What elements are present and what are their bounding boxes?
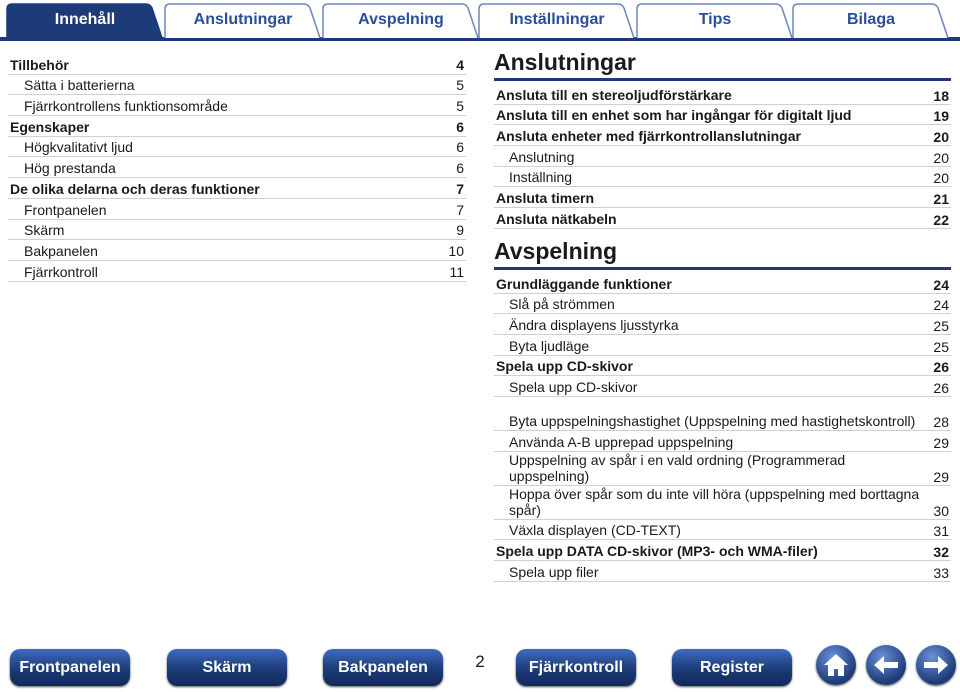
toc-entry-title: Egenskaper xyxy=(10,118,90,135)
toc-entry-title: Fjärrkontrollens funktionsområde xyxy=(24,98,228,115)
tab-label: Avspelning xyxy=(358,11,444,28)
toc-entry[interactable] xyxy=(494,540,951,561)
toc-entry-title: Spela upp DATA CD-skivor (MP3- och WMA-filer) xyxy=(496,543,818,559)
toc-right-column xyxy=(494,48,951,582)
tab-bar xyxy=(0,0,960,42)
toc-entry[interactable] xyxy=(8,178,466,199)
toc-entry[interactable] xyxy=(494,294,951,315)
tab-label: Anslutningar xyxy=(193,11,293,28)
toc-entry[interactable] xyxy=(8,220,466,241)
toc-entry-page: 7 xyxy=(456,201,464,218)
toc-entry[interactable] xyxy=(494,208,951,229)
toc-entry-page: 29 xyxy=(933,434,949,451)
tab-4[interactable] xyxy=(636,3,794,37)
toc-entry-page: 11 xyxy=(449,263,464,280)
tab-label: Bilaga xyxy=(846,11,895,28)
toc-entry-page: 29 xyxy=(933,468,949,485)
toc-entry[interactable] xyxy=(494,314,951,335)
home-icon[interactable] xyxy=(816,645,856,685)
toc-entry-title: Ansluta enheter med fjärrkontrollanslutningar xyxy=(496,128,801,145)
toc-entry-page: 20 xyxy=(933,170,949,187)
toc-entry-page: 19 xyxy=(933,108,949,125)
toc-entry[interactable] xyxy=(494,376,951,397)
toc-entry[interactable] xyxy=(494,187,951,208)
toc-entry-page: 5 xyxy=(456,98,464,115)
back-arrow-icon[interactable] xyxy=(866,645,906,685)
toc-entry-title: Växla displayen (CD-TEXT) xyxy=(509,522,681,539)
toc-entry-page: 32 xyxy=(933,544,949,560)
toc-entry-title: Uppspelning av spår i en vald ordning (Programmerad uppspelning) xyxy=(509,451,846,484)
toc-entry[interactable] xyxy=(494,273,951,294)
toc-entry[interactable] xyxy=(494,356,951,377)
toc-entry[interactable] xyxy=(8,116,466,137)
toc-entry[interactable] xyxy=(494,431,951,452)
toc-entry[interactable] xyxy=(494,397,951,431)
toc-entry[interactable] xyxy=(494,335,951,356)
tab-label: Innehåll xyxy=(54,11,116,28)
toc-entry-page: 4 xyxy=(456,56,464,73)
toc-entry-title: Byta ljudläge xyxy=(509,337,590,354)
toc-entry-title: De olika delarna och deras funktioner xyxy=(10,180,260,197)
section-gap xyxy=(494,229,951,237)
toc-entry[interactable] xyxy=(494,520,951,541)
toc-entry[interactable] xyxy=(8,199,466,220)
footer-button-1[interactable]: Skärm xyxy=(167,649,287,686)
toc-entry-page: 20 xyxy=(933,149,949,166)
toc-entry-title: Ansluta nätkabeln xyxy=(496,210,617,227)
toc-entry-title: Ansluta till en enhet som har ingångar för digitalt ljud xyxy=(496,107,852,124)
toc-entry-title: Tillbehör xyxy=(10,56,69,73)
tab-label: Tips xyxy=(698,11,732,28)
toc-entry[interactable] xyxy=(494,561,951,582)
toc-entry-title: Spela upp CD-skivor xyxy=(509,378,638,395)
toc-entry[interactable] xyxy=(8,54,466,75)
toc-entry-page: 21 xyxy=(933,191,949,208)
toc-entry-page: 26 xyxy=(933,359,949,376)
toc-entry-page: 30 xyxy=(933,502,949,519)
section-title: Anslutningar xyxy=(494,48,951,81)
toc-entry[interactable] xyxy=(494,146,951,167)
toc-entry[interactable] xyxy=(8,261,466,282)
toc-entry-title: Ändra displayens ljusstyrka xyxy=(509,316,679,333)
toc-entry-title: Hög prestanda xyxy=(24,160,116,177)
toc-left-column xyxy=(8,54,466,282)
tab-label: Inställningar xyxy=(509,11,605,28)
toc-entry-title: Anslutning xyxy=(509,148,575,165)
toc-entry-title: Frontpanelen xyxy=(24,201,107,218)
toc-entry-page: 26 xyxy=(933,379,949,396)
toc-entry-title: Bakpanelen xyxy=(24,242,98,259)
toc-entry[interactable] xyxy=(8,75,466,96)
toc-entry-page: 6 xyxy=(456,139,464,156)
toc-entry-title: Slå på strömmen xyxy=(509,296,615,313)
toc-entry-title: Byta uppspelningshastighet (Uppspelning med hastighetskontroll) xyxy=(509,412,916,429)
toc-entry-page: 25 xyxy=(933,317,949,334)
tab-3[interactable] xyxy=(478,3,636,37)
toc-entry-page: 5 xyxy=(456,77,464,94)
toc-entry-title: Spela upp CD-skivor xyxy=(496,358,633,375)
toc-entry[interactable] xyxy=(494,486,951,520)
toc-entry-page: 33 xyxy=(933,564,949,581)
tab-5[interactable] xyxy=(792,3,950,37)
page-number: 2 xyxy=(475,652,485,671)
toc-entry[interactable] xyxy=(494,105,951,126)
footer-button-0[interactable]: Frontpanelen xyxy=(10,649,130,686)
toc-entry-page: 6 xyxy=(456,118,464,135)
toc-entry-title: Inställning xyxy=(509,169,573,186)
toc-entry[interactable] xyxy=(494,167,951,188)
toc-entry-page: 24 xyxy=(933,297,949,314)
toc-entry-page: 31 xyxy=(933,523,949,540)
toc-entry[interactable] xyxy=(8,137,466,158)
toc-entry[interactable] xyxy=(8,95,466,116)
toc-entry-page: 9 xyxy=(456,222,464,239)
toc-entry[interactable] xyxy=(8,157,466,178)
toc-entry-page: 20 xyxy=(933,129,949,146)
tab-0[interactable] xyxy=(6,3,164,37)
tab-2[interactable] xyxy=(322,3,480,37)
toc-entry[interactable] xyxy=(494,452,951,486)
toc-entry[interactable] xyxy=(8,240,466,261)
tab-1[interactable] xyxy=(164,3,322,37)
toc-entry-title: Hoppa över spår som du inte vill höra (uppspelning med borttagna spår) xyxy=(509,485,920,518)
toc-entry-title: Spela upp filer xyxy=(509,563,599,580)
toc-entry-title: Grundläggande funktioner xyxy=(496,275,672,292)
toc-entry-page: 18 xyxy=(933,87,949,104)
toc-entry-page: 25 xyxy=(933,338,949,355)
section-title: Avspelning xyxy=(494,237,951,270)
toc-entry-page: 7 xyxy=(456,180,464,197)
toc-entry-title: Fjärrkontroll xyxy=(24,263,98,280)
toc-entry-title: Ansluta timern xyxy=(496,190,595,207)
toc-entry-title: Högkvalitativt ljud xyxy=(24,139,133,156)
toc-entry-page: 6 xyxy=(456,160,464,177)
toc-entry-title: Skärm xyxy=(24,222,65,239)
footer-button-4[interactable]: Register xyxy=(672,649,792,686)
toc-entry[interactable] xyxy=(494,125,951,146)
toc-entry-title: Använda A-B upprepad uppspelning xyxy=(509,433,734,450)
toc-entry-page: 22 xyxy=(933,211,949,228)
toc-entry-page: 28 xyxy=(933,413,949,430)
footer-button-3[interactable]: Fjärrkontroll xyxy=(516,649,636,686)
footer-button-2[interactable]: Bakpanelen xyxy=(323,649,443,686)
toc-entry-title: Sätta i batterierna xyxy=(24,77,135,94)
toc-entry-page: 24 xyxy=(933,276,949,293)
forward-arrow-icon[interactable] xyxy=(916,645,956,685)
toc-entry-page: 10 xyxy=(448,242,464,259)
toc-entry-title: Ansluta till en stereoljudförstärkare xyxy=(496,86,732,103)
toc-entry[interactable] xyxy=(494,84,951,105)
